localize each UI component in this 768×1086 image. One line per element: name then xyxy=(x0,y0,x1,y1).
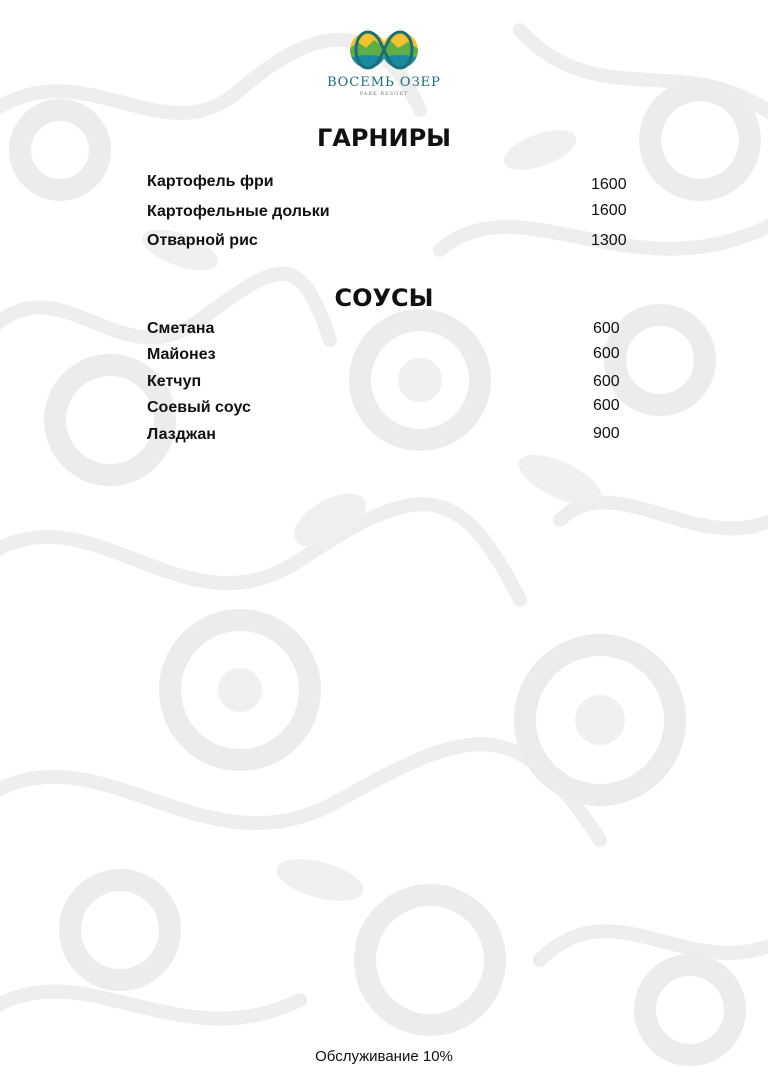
service-charge-note: Обслуживание 10% xyxy=(315,1048,453,1065)
menu-item-price: 600 xyxy=(593,397,620,414)
menu-item-price: 1600 xyxy=(591,202,627,219)
brand-name: ВОСЕМЬ ОЗЕР xyxy=(327,75,441,90)
section-title-sauces: СОУСЫ xyxy=(334,284,434,312)
infinity-lakes-logo-icon xyxy=(348,28,420,72)
menu-item-price: 1600 xyxy=(591,176,627,193)
menu-item-name: Сметана xyxy=(147,320,215,337)
menu-item-price: 1300 xyxy=(591,232,627,249)
menu-item-name: Отварной рис xyxy=(147,232,258,249)
menu-item-name: Картофель фри xyxy=(147,173,274,190)
menu-item-price: 900 xyxy=(593,425,620,442)
brand-logo xyxy=(0,28,768,97)
menu-item-price: 600 xyxy=(593,345,620,362)
section-title-garnish: ГАРНИРЫ xyxy=(316,124,452,152)
menu-item-name: Соевый соус xyxy=(147,399,251,416)
brand-subtitle: PARK RESORT xyxy=(359,91,409,97)
menu-item-price: 600 xyxy=(593,373,620,390)
menu-item-price: 600 xyxy=(593,320,620,337)
menu-item-name: Лазджан xyxy=(147,426,216,443)
menu-item-name: Кетчуп xyxy=(147,373,202,390)
menu-item-name: Картофельные дольки xyxy=(147,203,330,220)
menu-item-name: Майонез xyxy=(147,346,216,363)
